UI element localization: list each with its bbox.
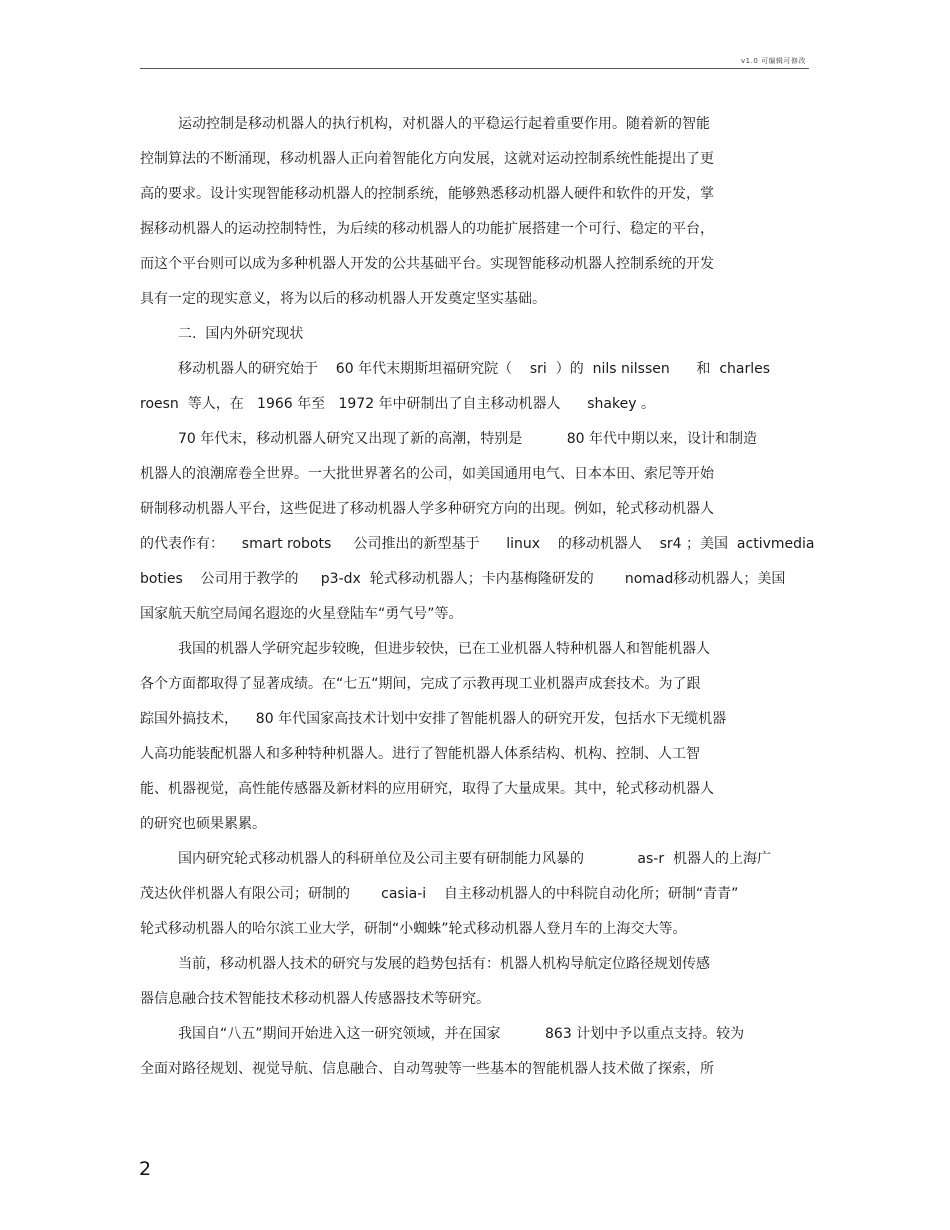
text-line: 二. 国内外研究现状 <box>178 326 304 342</box>
text-line: 我国的机器人学研究起步较晚，但进步较快，已在工业机器人特种机器人和智能机器人 <box>178 641 710 657</box>
text-line: 机器人的浪潮席卷全世界。一大批世界著名的公司，如美国通用电气、日本本田、索尼等开始 <box>140 466 714 482</box>
header-version-note: v1.0 可编辑可修改 <box>741 57 806 65</box>
text-line: 各个方面都取得了显著成绩。在“七五“期间，完成了示教再现工业机器声成套技术。为了跟 <box>140 676 701 692</box>
text-line: 的代表作有： smart robots 公司推出的新型基于 linux 的移动机器人 sr4 ；美国 activmedia <box>140 536 815 552</box>
text-line: 茂达伙伴机器人有限公司；研制的 casia-i 自主移动机器人的中科院自动化所；研制“青青” <box>140 886 739 902</box>
text-line: 的研究也硕果累累。 <box>140 816 266 832</box>
text-line: 控制算法的不断涌现，移动机器人正向着智能化方向发展，这就对运动控制系统性能提出了更 <box>140 151 714 167</box>
text-line: 移动机器人的研究始于 60 年代末期斯坦福研究院（ sri ）的 nils nilssen 和 charles <box>178 361 771 377</box>
text-line: 具有一定的现实意义，将为以后的移动机器人开发奠定坚实基础。 <box>140 291 546 307</box>
text-line: 运动控制是移动机器人的执行机构，对机器人的平稳运行起着重要作用。随着新的智能 <box>178 116 710 132</box>
text-line: 踪国外搞技术， 80 年代国家高技术计划中安排了智能机器人的研究开发，包括水下无缆机器 <box>140 711 727 727</box>
text-line: 轮式移动机器人的哈尔滨工业大学，研制“小蜘蛛”轮式移动机器人登月车的上海交大等。 <box>140 921 687 937</box>
header-divider <box>140 68 809 69</box>
text-line: 70 年代末，移动机器人研究又出现了新的高潮，特别是 80 年代中期以来，设计和制造 <box>178 431 758 447</box>
text-line: 全面对路径规划、视觉导航、信息融合、自动驾驶等一些基本的智能机器人技术做了探索，所 <box>140 1061 714 1077</box>
text-line: 而这个平台则可以成为多种机器人开发的公共基础平台。实现智能移动机器人控制系统的开发 <box>140 256 714 272</box>
text-line: boties 公司用于教学的 p3-dx 轮式移动机器人；卡内基梅隆研发的 nomad移动机器人；美国 <box>140 571 786 587</box>
text-line: 国家航天航空局闻名遐迩的火星登陆车“勇气号”等。 <box>140 606 463 622</box>
page-number: 2 <box>139 1158 152 1180</box>
document-body <box>140 112 815 1092</box>
text-line: 高的要求。设计实现智能移动机器人的控制系统，能够熟悉移动机器人硬件和软件的开发，掌 <box>140 186 714 202</box>
text-line: 器信息融合技术智能技术移动机器人传感器技术等研究。 <box>140 991 490 1007</box>
text-line: 人高功能装配机器人和多种特种机器人。进行了智能机器人体系结构、机构、控制、人工智 <box>140 746 700 762</box>
text-line: 握移动机器人的运动控制特性，为后续的移动机器人的功能扩展搭建一个可行、稳定的平台， <box>140 221 714 237</box>
text-line: 能、机器视觉，高性能传感器及新材料的应用研究，取得了大量成果。其中，轮式移动机器人 <box>140 781 714 797</box>
text-line: 我国自“八五”期间开始进入这一研究领域，并在国家 863 计划中予以重点支持。较为 <box>178 1026 745 1042</box>
text-line: 国内研究轮式移动机器人的科研单位及公司主要有研制能力风暴的 as-r 机器人的上海广 <box>178 851 771 867</box>
text-line: 当前，移动机器人技术的研究与发展的趋势包括有：机器人机构导航定位路径规划传感 <box>178 956 710 972</box>
text-line: 研制移动机器人平台，这些促进了移动机器人学多种研究方向的出现。例如，轮式移动机器人 <box>140 501 714 517</box>
text-line: roesn 等人，在 1966 年至 1972 年中研制出了自主移动机器人 shakey 。 <box>140 396 655 412</box>
